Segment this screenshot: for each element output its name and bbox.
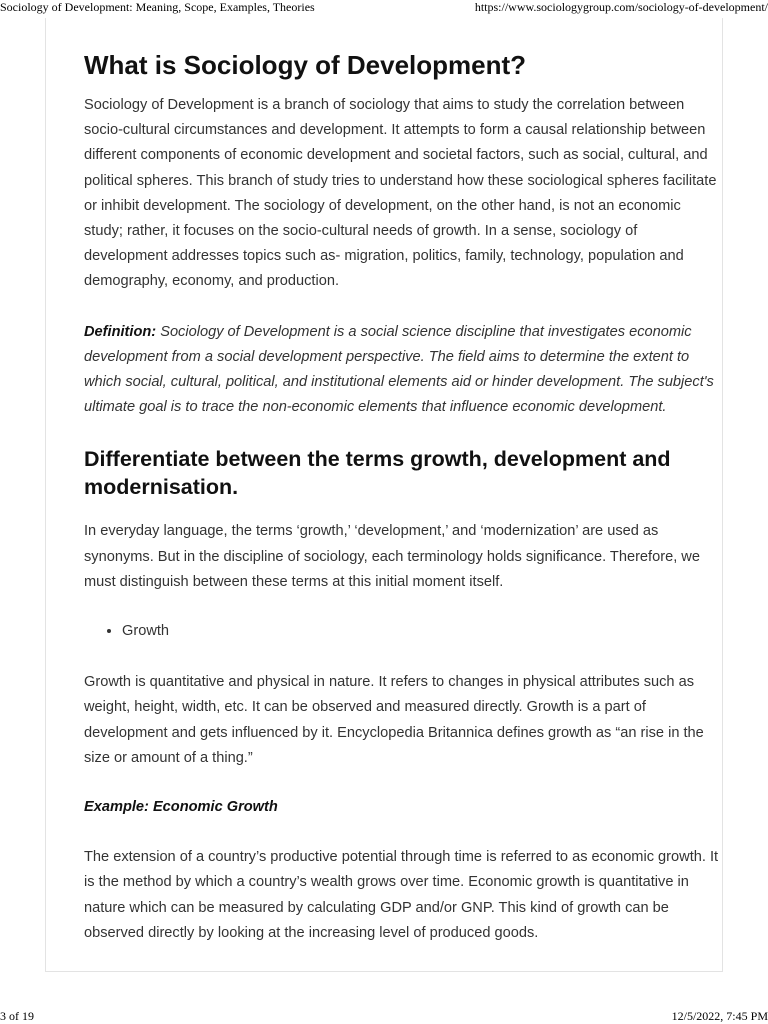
text-line: observed directly by looking at the increasing level of produced goods. [84, 924, 539, 941]
intro-paragraph [84, 93, 723, 295]
main-heading: What is Sociology of Development? [84, 50, 527, 80]
print-header-title: Sociology of Development: Meaning, Scope, Examples, Theories [0, 0, 315, 14]
text-line: study; rather, it focuses on the socio-cultural needs of growth. In a sense, sociology of [84, 223, 638, 240]
example-heading: Example: Economic Growth [84, 799, 278, 816]
list-item-growth: • Growth [122, 619, 723, 644]
text-line: synonyms. But in the discipline of sociology, each terminology holds significance. Therefore, we [84, 548, 700, 565]
text-line: demography, economy, and production. [84, 273, 340, 290]
differentiate-heading [84, 445, 723, 501]
text-line: development and gets influenced by it. Encyclopedia Britannica defines growth as “an rise in the [84, 724, 704, 741]
text-line: size or amount of a thing.” [84, 749, 253, 766]
text-line: Sociology of Development is a social science discipline that investigates economic [156, 323, 692, 340]
text-line: ultimate goal is to trace the non-economic elements that influence economic development. [84, 399, 667, 416]
text-line: development addresses topics such as- migration, politics, family, technology, population and [84, 248, 684, 265]
terms-list [84, 619, 723, 644]
definition-label: Definition: [84, 323, 157, 340]
text-line: In everyday language, the terms ‘growth,’ ‘development,’ and ‘modernization’ are used as [84, 523, 659, 540]
text-line: is the method by which a country’s wealth grows over time. Economic growth is quantitative in [84, 874, 689, 891]
text-line: socio-cultural circumstances and development. It attempts to form a causal relationship between [84, 122, 706, 139]
text-line: different components of economic development and societal factors, such as social, cultural, and [84, 147, 708, 164]
heading-line: modernisation. [84, 475, 239, 500]
text-line: nature which can be measured by calculating GDP and/or GNP. This kind of growth can be [84, 899, 669, 916]
everyday-paragraph [84, 519, 723, 595]
text-line: development from a social development perspective. The field aims to determine the extent to [84, 348, 690, 365]
extension-paragraph [84, 845, 723, 946]
definition-paragraph [84, 320, 723, 421]
print-header-url: https://www.sociologygroup.com/sociology-of-development/ [474, 0, 768, 14]
text-line: which social, cultural, political, and institutional elements aid or hinder development. The subject's [84, 374, 714, 391]
text-line: Sociology of Development is a branch of sociology that aims to study the correlation between [84, 97, 685, 113]
text-line: must distinguish between these terms at this initial moment itself. [84, 573, 504, 590]
text-line: weight, height, width, etc. It can be observed and measured directly. Growth is a part of [84, 699, 646, 716]
text-line: The extension of a country’s productive potential through time is referred to as economic growth. It [84, 849, 719, 866]
text-line: political spheres. This branch of study tries to understand how these sociological spheres facilitate [84, 172, 717, 189]
article-card [45, 18, 723, 972]
heading-line: Differentiate between the terms growth, development and [84, 447, 671, 472]
article-content [84, 18, 723, 946]
text-line: Growth is quantitative and physical in nature. It refers to changes in physical attributes such as [84, 674, 695, 691]
text-line: or inhibit development. The sociology of development, on the other hand, is not an economic [84, 197, 681, 214]
growth-paragraph [84, 670, 723, 771]
print-footer-datetime: 12/5/2022, 7:45 PM [671, 1009, 768, 1023]
print-footer-page: 3 of 19 [0, 1009, 34, 1023]
